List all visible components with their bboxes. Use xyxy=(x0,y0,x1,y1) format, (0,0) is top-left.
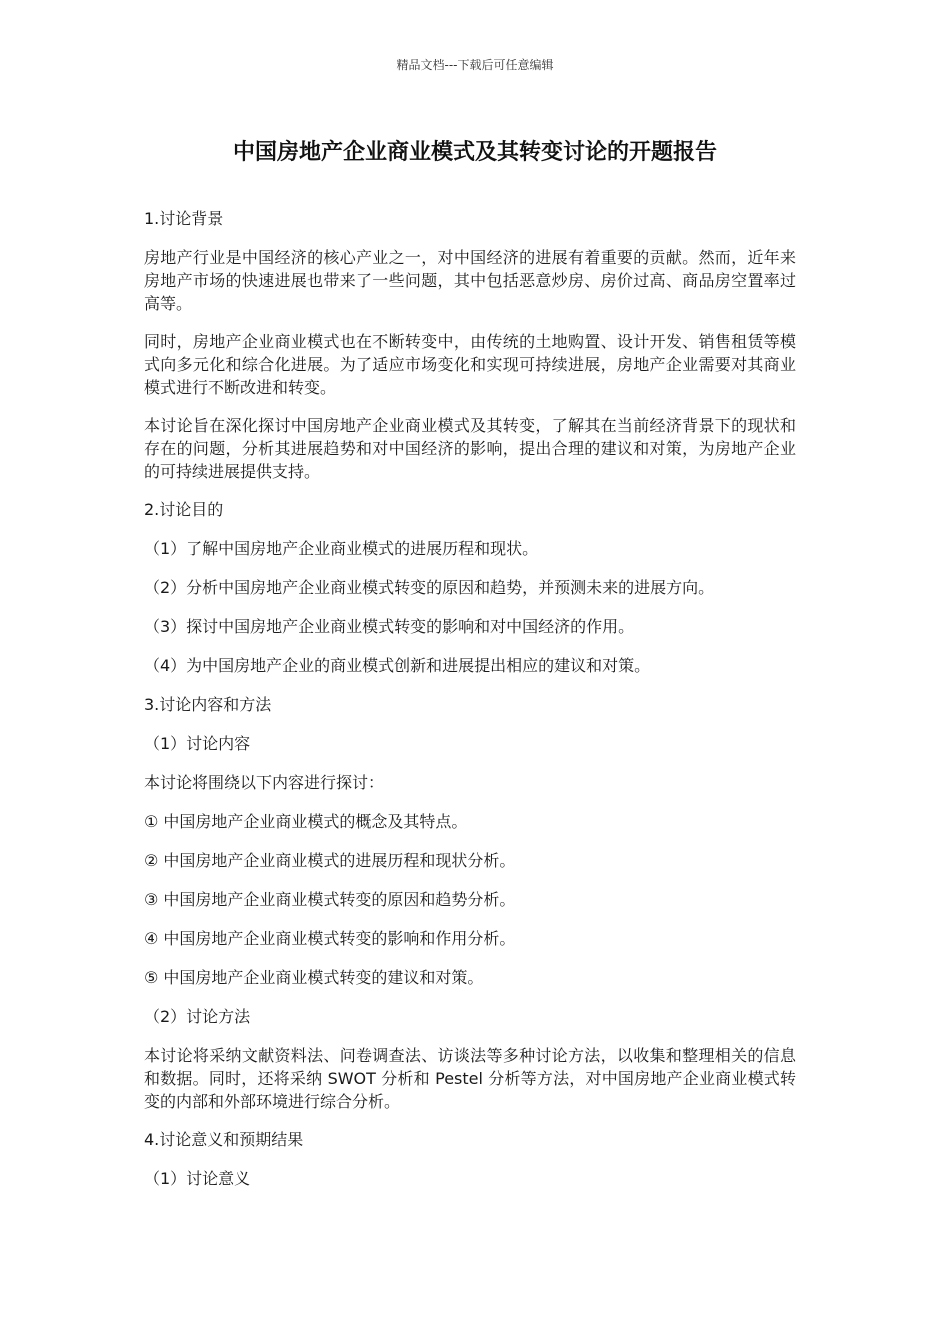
document-body xyxy=(144,207,796,1206)
content-item-1: ① 中国房地产企业商业模式的概念及其特点。 xyxy=(144,812,468,831)
section-heading-significance: 4.讨论意义和预期结果 xyxy=(144,1130,304,1149)
content-item-5: ⑤ 中国房地产企业商业模式转变的建议和对策。 xyxy=(144,968,484,987)
subheading-method: （2）讨论方法 xyxy=(144,1007,251,1026)
section-heading-content-method: 3.讨论内容和方法 xyxy=(144,695,272,714)
purpose-item-3: （3）探讨中国房地产企业商业模式转变的影响和对中国经济的作用。 xyxy=(144,617,635,636)
paragraph-methods: 本讨论将采纳文献资料法、问卷调查法、访谈法等多种讨论方法，以收集和整理相关的信息和数据。同时，还将采纳 SWOT 分析和 Pestel 分析等方法，对中国房地产企业商业模式转变的内部和外部环境进行综合分析。 xyxy=(144,1046,796,1111)
section-heading-background: 1.讨论背景 xyxy=(144,209,224,228)
page-header: 精品文档---下载后可任意编辑 xyxy=(396,58,554,72)
document-title: 中国房地产企业商业模式及其转变讨论的开题报告 xyxy=(232,140,717,165)
content-item-4: ④ 中国房地产企业商业模式转变的影响和作用分析。 xyxy=(144,929,516,948)
paragraph-background-3: 本讨论旨在深化探讨中国房地产企业商业模式及其转变，了解其在当前经济背景下的现状和存在的问题，分析其进展趋势和对中国经济的影响，提出合理的建议和对策，为房地产企业的可持续进展提供支持。 xyxy=(144,416,796,481)
purpose-item-1: （1）了解中国房地产企业商业模式的进展历程和现状。 xyxy=(144,539,539,558)
purpose-item-2: （2）分析中国房地产企业商业模式转变的原因和趋势，并预测未来的进展方向。 xyxy=(144,578,715,597)
content-item-2: ② 中国房地产企业商业模式的进展历程和现状分析。 xyxy=(144,851,516,870)
content-item-3: ③ 中国房地产企业商业模式转变的原因和趋势分析。 xyxy=(144,890,516,909)
subheading-content: （1）讨论内容 xyxy=(144,734,251,753)
paragraph-background-1: 房地产行业是中国经济的核心产业之一，对中国经济的进展有着重要的贡献。然而，近年来房地产市场的快速进展也带来了一些问题，其中包括恶意炒房、房价过高、商品房空置率过高等。 xyxy=(144,248,796,313)
section-heading-purpose: 2.讨论目的 xyxy=(144,500,224,519)
paragraph-background-2: 同时，房地产企业商业模式也在不断转变中，由传统的土地购置、设计开发、销售租赁等模式向多元化和综合化进展。为了适应市场变化和实现可持续进展，房地产企业需要对其商业模式进行不断改进和转变。 xyxy=(144,332,796,397)
subheading-significance: （1）讨论意义 xyxy=(144,1169,251,1188)
content-intro: 本讨论将围绕以下内容进行探讨： xyxy=(144,773,385,792)
purpose-item-4: （4）为中国房地产企业的商业模式创新和进展提出相应的建议和对策。 xyxy=(144,656,651,675)
